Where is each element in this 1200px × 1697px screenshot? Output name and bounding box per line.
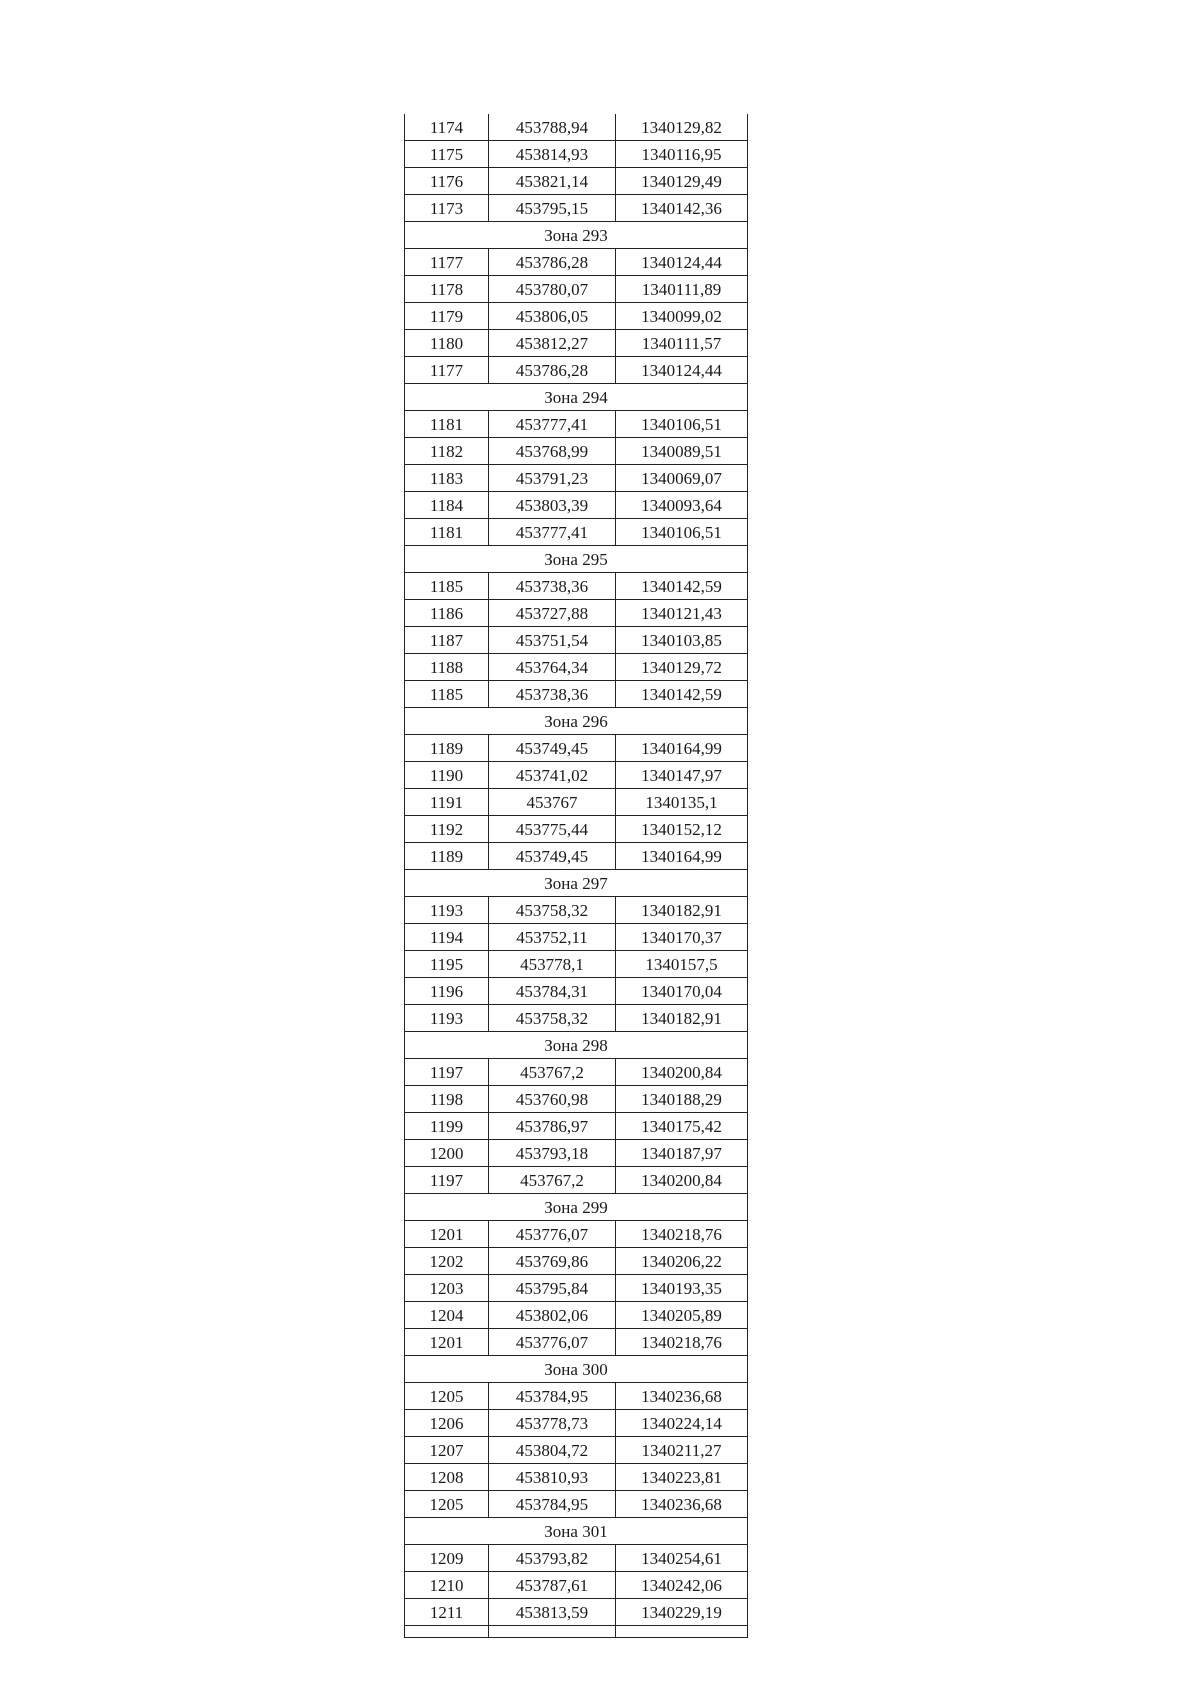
point-number-cell: 1173 (405, 195, 489, 222)
table-row (405, 843, 748, 870)
x-coordinate-cell: 453786,97 (489, 1113, 616, 1140)
y-coordinate-cell: 1340147,97 (616, 762, 748, 789)
table-row (405, 357, 748, 384)
zone-label: Зона 301 (405, 1518, 748, 1545)
y-coordinate-cell: 1340182,91 (616, 1005, 748, 1032)
zone-label: Зона 295 (405, 546, 748, 573)
table-row (405, 897, 748, 924)
table-row (405, 978, 748, 1005)
zone-header-row (405, 1194, 748, 1221)
y-coordinate-cell: 1340236,68 (616, 1383, 748, 1410)
table-row (405, 735, 748, 762)
table-row (405, 1140, 748, 1167)
y-coordinate-cell: 1340187,97 (616, 1140, 748, 1167)
point-number-cell: 1195 (405, 951, 489, 978)
point-number-cell: 1179 (405, 303, 489, 330)
table-row (405, 1005, 748, 1032)
x-coordinate-cell: 453786,28 (489, 249, 616, 276)
point-number-cell: 1174 (405, 114, 489, 141)
zone-label: Зона 296 (405, 708, 748, 735)
table-row (405, 1464, 748, 1491)
table-row (405, 1302, 748, 1329)
point-number-cell: 1187 (405, 627, 489, 654)
y-coordinate-cell: 1340129,72 (616, 654, 748, 681)
table-row (405, 1275, 748, 1302)
x-coordinate-cell: 453749,45 (489, 843, 616, 870)
y-coordinate-cell: 1340129,49 (616, 168, 748, 195)
empty-row (405, 1626, 748, 1638)
point-number-cell: 1198 (405, 1086, 489, 1113)
y-coordinate-cell: 1340106,51 (616, 519, 748, 546)
empty-cell (616, 1626, 748, 1638)
x-coordinate-cell: 453795,84 (489, 1275, 616, 1302)
y-coordinate-cell: 1340193,35 (616, 1275, 748, 1302)
table-row (405, 195, 748, 222)
x-coordinate-cell: 453769,86 (489, 1248, 616, 1275)
x-coordinate-cell: 453821,14 (489, 168, 616, 195)
x-coordinate-cell: 453793,18 (489, 1140, 616, 1167)
x-coordinate-cell: 453760,98 (489, 1086, 616, 1113)
point-number-cell: 1177 (405, 357, 489, 384)
table-row (405, 1545, 748, 1572)
y-coordinate-cell: 1340142,59 (616, 681, 748, 708)
point-number-cell: 1201 (405, 1221, 489, 1248)
y-coordinate-cell: 1340182,91 (616, 897, 748, 924)
point-number-cell: 1209 (405, 1545, 489, 1572)
y-coordinate-cell: 1340121,43 (616, 600, 748, 627)
y-coordinate-cell: 1340099,02 (616, 303, 748, 330)
table-row (405, 303, 748, 330)
point-number-cell: 1206 (405, 1410, 489, 1437)
table-row (405, 1059, 748, 1086)
point-number-cell: 1189 (405, 735, 489, 762)
x-coordinate-cell: 453777,41 (489, 411, 616, 438)
table-row (405, 1329, 748, 1356)
y-coordinate-cell: 1340164,99 (616, 735, 748, 762)
coordinates-table-body (405, 114, 748, 1638)
table-row (405, 627, 748, 654)
point-number-cell: 1197 (405, 1059, 489, 1086)
table-row (405, 1086, 748, 1113)
table-row (405, 168, 748, 195)
x-coordinate-cell: 453767 (489, 789, 616, 816)
table-row (405, 114, 748, 141)
y-coordinate-cell: 1340111,57 (616, 330, 748, 357)
table-row (405, 762, 748, 789)
table-row (405, 1167, 748, 1194)
y-coordinate-cell: 1340069,07 (616, 465, 748, 492)
point-number-cell: 1175 (405, 141, 489, 168)
point-number-cell: 1180 (405, 330, 489, 357)
point-number-cell: 1211 (405, 1599, 489, 1626)
table-row (405, 573, 748, 600)
table-row (405, 1248, 748, 1275)
point-number-cell: 1205 (405, 1383, 489, 1410)
y-coordinate-cell: 1340236,68 (616, 1491, 748, 1518)
y-coordinate-cell: 1340188,29 (616, 1086, 748, 1113)
x-coordinate-cell: 453751,54 (489, 627, 616, 654)
zone-header-row (405, 546, 748, 573)
y-coordinate-cell: 1340124,44 (616, 357, 748, 384)
point-number-cell: 1208 (405, 1464, 489, 1491)
x-coordinate-cell: 453784,95 (489, 1491, 616, 1518)
point-number-cell: 1194 (405, 924, 489, 951)
empty-cell (489, 1626, 616, 1638)
x-coordinate-cell: 453749,45 (489, 735, 616, 762)
x-coordinate-cell: 453784,95 (489, 1383, 616, 1410)
table-row (405, 330, 748, 357)
point-number-cell: 1183 (405, 465, 489, 492)
point-number-cell: 1190 (405, 762, 489, 789)
table-row (405, 1383, 748, 1410)
y-coordinate-cell: 1340200,84 (616, 1167, 748, 1194)
y-coordinate-cell: 1340229,19 (616, 1599, 748, 1626)
y-coordinate-cell: 1340152,12 (616, 816, 748, 843)
point-number-cell: 1196 (405, 978, 489, 1005)
point-number-cell: 1203 (405, 1275, 489, 1302)
x-coordinate-cell: 453778,1 (489, 951, 616, 978)
y-coordinate-cell: 1340218,76 (616, 1221, 748, 1248)
point-number-cell: 1181 (405, 519, 489, 546)
point-number-cell: 1191 (405, 789, 489, 816)
x-coordinate-cell: 453813,59 (489, 1599, 616, 1626)
y-coordinate-cell: 1340206,22 (616, 1248, 748, 1275)
x-coordinate-cell: 453776,07 (489, 1221, 616, 1248)
y-coordinate-cell: 1340089,51 (616, 438, 748, 465)
point-number-cell: 1200 (405, 1140, 489, 1167)
table-row (405, 951, 748, 978)
zone-label: Зона 294 (405, 384, 748, 411)
table-row (405, 1221, 748, 1248)
x-coordinate-cell: 453803,39 (489, 492, 616, 519)
zone-label: Зона 297 (405, 870, 748, 897)
table-row (405, 249, 748, 276)
x-coordinate-cell: 453780,07 (489, 276, 616, 303)
y-coordinate-cell: 1340211,27 (616, 1437, 748, 1464)
x-coordinate-cell: 453795,15 (489, 195, 616, 222)
x-coordinate-cell: 453804,72 (489, 1437, 616, 1464)
point-number-cell: 1204 (405, 1302, 489, 1329)
table-row (405, 276, 748, 303)
table-row (405, 1437, 748, 1464)
x-coordinate-cell: 453776,07 (489, 1329, 616, 1356)
x-coordinate-cell: 453738,36 (489, 681, 616, 708)
x-coordinate-cell: 453802,06 (489, 1302, 616, 1329)
x-coordinate-cell: 453767,2 (489, 1059, 616, 1086)
point-number-cell: 1189 (405, 843, 489, 870)
x-coordinate-cell: 453784,31 (489, 978, 616, 1005)
table-row (405, 789, 748, 816)
zone-label: Зона 300 (405, 1356, 748, 1383)
table-row (405, 1113, 748, 1140)
y-coordinate-cell: 1340170,37 (616, 924, 748, 951)
y-coordinate-cell: 1340205,89 (616, 1302, 748, 1329)
y-coordinate-cell: 1340218,76 (616, 1329, 748, 1356)
y-coordinate-cell: 1340142,36 (616, 195, 748, 222)
point-number-cell: 1182 (405, 438, 489, 465)
table-row (405, 141, 748, 168)
empty-cell (405, 1626, 489, 1638)
point-number-cell: 1188 (405, 654, 489, 681)
y-coordinate-cell: 1340103,85 (616, 627, 748, 654)
table-row (405, 411, 748, 438)
x-coordinate-cell: 453810,93 (489, 1464, 616, 1491)
x-coordinate-cell: 453775,44 (489, 816, 616, 843)
y-coordinate-cell: 1340170,04 (616, 978, 748, 1005)
table-row (405, 1572, 748, 1599)
table-row (405, 1410, 748, 1437)
point-number-cell: 1177 (405, 249, 489, 276)
zone-label: Зона 298 (405, 1032, 748, 1059)
x-coordinate-cell: 453727,88 (489, 600, 616, 627)
x-coordinate-cell: 453768,99 (489, 438, 616, 465)
y-coordinate-cell: 1340223,81 (616, 1464, 748, 1491)
table-row (405, 681, 748, 708)
zone-header-row (405, 870, 748, 897)
y-coordinate-cell: 1340242,06 (616, 1572, 748, 1599)
zone-header-row (405, 384, 748, 411)
x-coordinate-cell: 453778,73 (489, 1410, 616, 1437)
x-coordinate-cell: 453738,36 (489, 573, 616, 600)
y-coordinate-cell: 1340254,61 (616, 1545, 748, 1572)
y-coordinate-cell: 1340224,14 (616, 1410, 748, 1437)
x-coordinate-cell: 453777,41 (489, 519, 616, 546)
point-number-cell: 1178 (405, 276, 489, 303)
point-number-cell: 1199 (405, 1113, 489, 1140)
point-number-cell: 1192 (405, 816, 489, 843)
y-coordinate-cell: 1340135,1 (616, 789, 748, 816)
x-coordinate-cell: 453787,61 (489, 1572, 616, 1599)
table-row (405, 600, 748, 627)
y-coordinate-cell: 1340142,59 (616, 573, 748, 600)
y-coordinate-cell: 1340111,89 (616, 276, 748, 303)
zone-label: Зона 299 (405, 1194, 748, 1221)
y-coordinate-cell: 1340106,51 (616, 411, 748, 438)
x-coordinate-cell: 453788,94 (489, 114, 616, 141)
table-row (405, 438, 748, 465)
point-number-cell: 1185 (405, 681, 489, 708)
table-row (405, 654, 748, 681)
point-number-cell: 1202 (405, 1248, 489, 1275)
y-coordinate-cell: 1340124,44 (616, 249, 748, 276)
x-coordinate-cell: 453791,23 (489, 465, 616, 492)
table-row (405, 924, 748, 951)
zone-header-row (405, 1032, 748, 1059)
zone-label: Зона 293 (405, 222, 748, 249)
point-number-cell: 1193 (405, 1005, 489, 1032)
x-coordinate-cell: 453793,82 (489, 1545, 616, 1572)
x-coordinate-cell: 453812,27 (489, 330, 616, 357)
point-number-cell: 1181 (405, 411, 489, 438)
point-number-cell: 1185 (405, 573, 489, 600)
point-number-cell: 1201 (405, 1329, 489, 1356)
point-number-cell: 1210 (405, 1572, 489, 1599)
point-number-cell: 1205 (405, 1491, 489, 1518)
table-row (405, 465, 748, 492)
x-coordinate-cell: 453764,34 (489, 654, 616, 681)
x-coordinate-cell: 453814,93 (489, 141, 616, 168)
point-number-cell: 1184 (405, 492, 489, 519)
x-coordinate-cell: 453752,11 (489, 924, 616, 951)
table-row (405, 492, 748, 519)
zone-header-row (405, 1518, 748, 1545)
zone-header-row (405, 1356, 748, 1383)
y-coordinate-cell: 1340175,42 (616, 1113, 748, 1140)
x-coordinate-cell: 453758,32 (489, 897, 616, 924)
y-coordinate-cell: 1340129,82 (616, 114, 748, 141)
point-number-cell: 1193 (405, 897, 489, 924)
x-coordinate-cell: 453806,05 (489, 303, 616, 330)
x-coordinate-cell: 453758,32 (489, 1005, 616, 1032)
y-coordinate-cell: 1340116,95 (616, 141, 748, 168)
y-coordinate-cell: 1340093,64 (616, 492, 748, 519)
point-number-cell: 1207 (405, 1437, 489, 1464)
zone-header-row (405, 222, 748, 249)
coordinates-table (404, 114, 748, 1638)
point-number-cell: 1176 (405, 168, 489, 195)
y-coordinate-cell: 1340157,5 (616, 951, 748, 978)
point-number-cell: 1186 (405, 600, 489, 627)
y-coordinate-cell: 1340164,99 (616, 843, 748, 870)
x-coordinate-cell: 453741,02 (489, 762, 616, 789)
table-row (405, 1491, 748, 1518)
x-coordinate-cell: 453786,28 (489, 357, 616, 384)
point-number-cell: 1197 (405, 1167, 489, 1194)
table-row (405, 519, 748, 546)
y-coordinate-cell: 1340200,84 (616, 1059, 748, 1086)
table-row (405, 816, 748, 843)
x-coordinate-cell: 453767,2 (489, 1167, 616, 1194)
zone-header-row (405, 708, 748, 735)
table-row (405, 1599, 748, 1626)
